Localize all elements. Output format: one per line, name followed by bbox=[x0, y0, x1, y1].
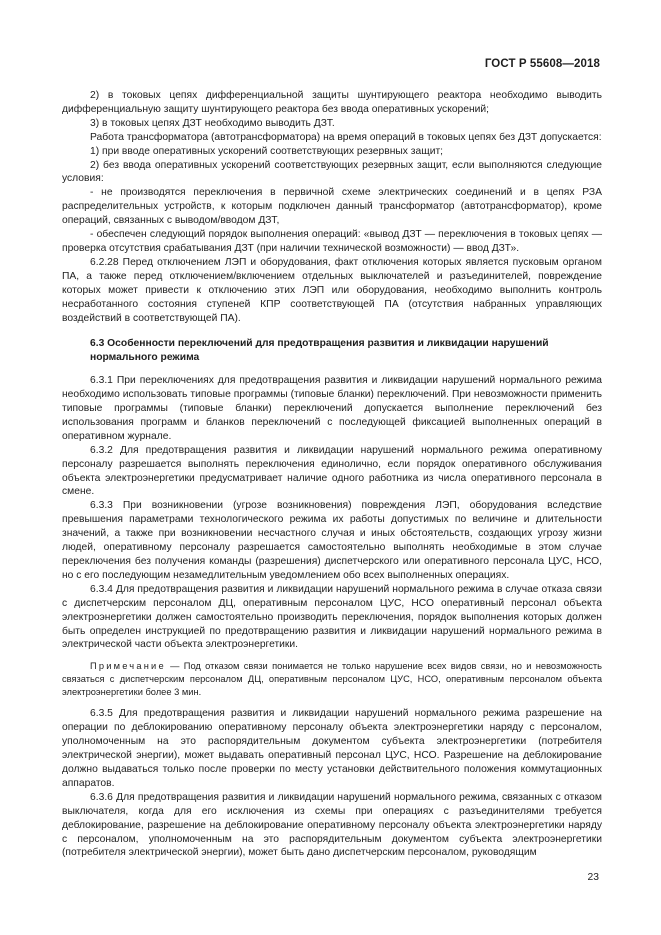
note-label: Примечание bbox=[90, 661, 166, 672]
paragraph: 2) без ввода оперативных ускорений соответствующих резервных защит, если выполняются следующие условия: bbox=[62, 159, 602, 185]
paragraph-6-3-5: 6.3.5 Для предотвращения развития и ликвидации нарушений нормального режима разрешение на операции по деблокированию оперативному персоналу объекта электроэнергетики наряду с персоналом, уполномоченным на это распорядительным документом субъекта электроэнергетики (потребителя электрической энергии), может выдавать оперативный персонал ЦУС, НСО. Разрешение на деблокирование должно выдаваться только после проверки по месту установки действительного положения коммутационных аппаратов. bbox=[62, 708, 602, 789]
paragraph: Работа трансформатора (автотрансформатора) на время операций в токовых цепях без ДЗТ допускается: bbox=[90, 131, 602, 143]
document-body bbox=[62, 89, 602, 860]
paragraph: 1) при вводе оперативных ускорений соответствующих резервных защит; bbox=[90, 145, 444, 157]
paragraph-6-3-3: 6.3.3 При возникновении (угрозе возникновения) повреждения ЛЭП, оборудования вследствие превышения параметрами технологического режима их работы допустимых по величине и длительности значений, а также при возникновении несчастного случая и иных обстоятельств, создающих угрозу жизни людей, оперативному персоналу разрешается самостоятельно выполнять необходимые в этом случае переключения без получения команды (разрешения) диспетчерского или оперативного персонала ЦУС, НСО, но с его последующим незамедлительным уведомлением обо всех выполненных операциях. bbox=[62, 500, 602, 581]
paragraph-6-3-2: 6.3.2 Для предотвращения развития и ликвидации нарушений нормального режима оперативному персоналу разрешается выполнять переключения единолично, если порядок оперативного обслуживания объекта электроэнергетики предусматривает наличие одного работника из числа оперативного персонала в смене. bbox=[62, 444, 602, 498]
page-number: 23 bbox=[587, 872, 599, 883]
paragraph: - обеспечен следующий порядок выполнения операций: «вывод ДЗТ — переключения в токовых цепях — проверка отсутствия срабатывания ДЗТ (при наличии технической возможности) — ввод ДЗТ». bbox=[62, 229, 602, 254]
note-text: Под отказом связи понимается не только нарушение всех видов связи, но и невозможность связаться с диспетчерским персоналом ДЦ, оперативным персоналом ЦУС, НСО, оперативным персоналом объекта электроэнергетики более 3 мин. bbox=[62, 661, 602, 698]
paragraph-6-3-6: 6.3.6 Для предотвращения развития и ликвидации нарушений нормального режима, связанных с отказом выключателя, когда для его исключения из схемы при операциях с разъединителями требуется деблокирование, разрешение на деблокирование оперативному персоналу объекта электроэнергетики наряду с персоналом, уполномоченным на это распорядительным документом субъекта электроэнергетики (потребителя электрической энергии), может быть дано диспетчерским персоналом, руководящим bbox=[62, 791, 602, 859]
paragraph: - не производятся переключения в первичной схеме электрических соединений и в цепях РЗА распределительных устройств, к которым подключен данный трансформатор (автотрансформатор), кроме операций, связанных с выводом/вводом ДЗТ, bbox=[62, 187, 602, 227]
paragraph: 2) в токовых цепях дифференциальной защиты шунтирующего реактора необходимо выводить дифференциальную защиту шунтирующего реактора без ввода оперативных ускорений; bbox=[62, 90, 602, 115]
document-code-header: ГОСТ Р 55608—2018 bbox=[484, 58, 600, 70]
paragraph-6-3-1: 6.3.1 При переключениях для предотвращения развития и ликвидации нарушений нормального режима необходимо использовать типовые программы (типовые бланки) переключений. При невозможности применить типовые программы (типовые бланки) переключений допускается выполнение переключений без использования программ и бланков переключений с последующей фиксацией выполненных операций в оперативном журнале. bbox=[62, 375, 602, 442]
paragraph-6-2-28: 6.2.28 Перед отключением ЛЭП и оборудования, факт отключения которых является пусковым органом ПА, а также перед отключением/включением отдельных выключателей и разъединителей, повреждение которых может привести к отключению этих ЛЭП или оборудования, необходимо выполнить контроль несработанного состояния ступеней КПР соответствующей ПА (отсутствия набранных управляющих воздействий в соответствующей ПА). bbox=[62, 256, 602, 324]
section-heading-6-3: 6.3 Особенности переключений для предотвращения развития и ликвидации нарушений нормального режима bbox=[90, 338, 549, 364]
note-dash: — bbox=[165, 661, 184, 672]
paragraph: 3) в токовых цепях ДЗТ необходимо выводить ДЗТ. bbox=[90, 117, 335, 129]
paragraph-6-3-4: 6.3.4 Для предотвращения развития и ликвидации нарушений нормального режима в случае отказа связи с диспетчерским персоналом ДЦ, оперативным персоналом ЦУС, НСО оперативный персонал объекта электроэнергетики должен самостоятельно производить переключения, порядок выполнения которых должен быть определен инструкцией по предотвращению развития и ликвидации нарушений нормального режима в электрической части объекта электроэнергетики. bbox=[62, 583, 602, 651]
note bbox=[62, 660, 602, 699]
